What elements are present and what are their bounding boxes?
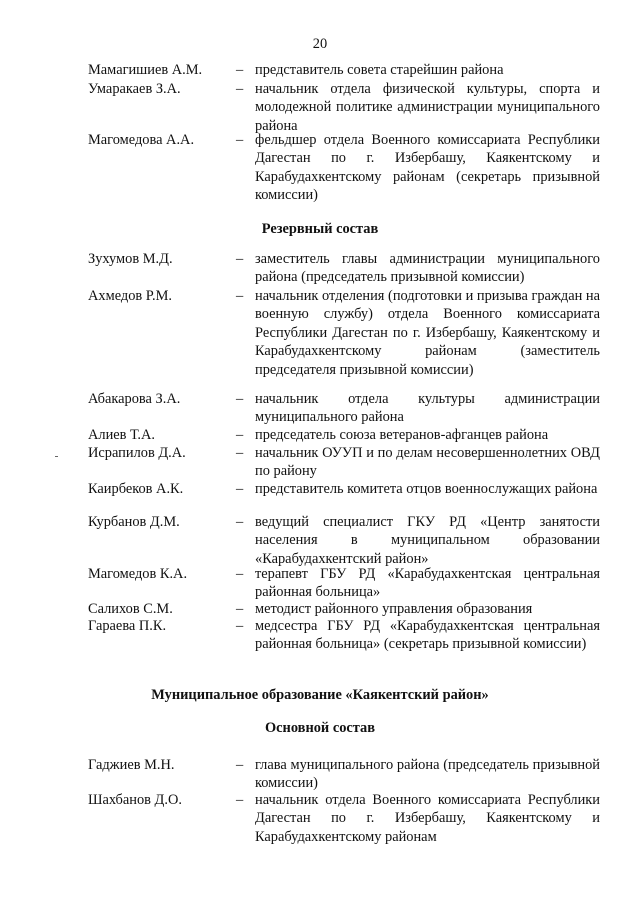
- dash: –: [236, 427, 244, 443]
- member-entry: [88, 250, 600, 287]
- dash: –: [236, 62, 244, 78]
- dash: –: [236, 391, 244, 407]
- member-entry: [88, 565, 600, 602]
- member-name: Курбанов Д.М.: [88, 514, 180, 530]
- member-role: терапевт ГБУ РД «Карабудахкентская центральная районная больница»: [255, 566, 600, 601]
- member-entry: [88, 444, 600, 481]
- dash: –: [236, 757, 244, 773]
- member-name: Магомедов К.А.: [88, 566, 188, 582]
- member-name: Умаракаев З.А.: [88, 81, 181, 97]
- page-number: 20: [312, 36, 328, 52]
- member-entry: [88, 131, 600, 205]
- member-entry: [88, 600, 600, 618]
- member-name: Абакарова З.А.: [88, 391, 181, 407]
- member-entry: [88, 791, 600, 846]
- member-role: медсестра ГБУ РД «Карабудахкентская центральная районная больница» (секретарь призывной комиссии): [255, 618, 600, 653]
- member-entry: [88, 426, 600, 444]
- member-role: начальник отдела Военного комиссариата Республики Дагестан по г. Избербашу, Каякентскому и Карабудахкентскому районам: [255, 792, 600, 845]
- dash: –: [236, 251, 244, 267]
- member-entry: [88, 390, 600, 427]
- member-entry: [88, 756, 600, 793]
- member-entry: [88, 80, 600, 135]
- member-name: Каирбеков А.К.: [88, 481, 184, 497]
- dash: –: [236, 81, 244, 97]
- member-role: председатель союза ветеранов-афганцев района: [255, 427, 549, 443]
- member-role: представитель совета старейшин района: [255, 62, 504, 78]
- dash: –: [236, 132, 244, 148]
- member-role: начальник отдела физической культуры, спорта и молодежной политике администрации муниципального района: [255, 81, 600, 134]
- member-role: методист районного управления образования: [255, 601, 533, 617]
- member-name: Гаджиев М.Н.: [88, 757, 175, 773]
- member-entry: [88, 480, 600, 498]
- member-name: Исрапилов Д.А.: [88, 445, 186, 461]
- dash: –: [236, 514, 244, 530]
- member-name: Алиев Т.А.: [88, 427, 155, 443]
- member-name: Ахмедов Р.М.: [88, 288, 172, 304]
- member-name: Шахбанов Д.О.: [88, 792, 182, 808]
- dash: –: [236, 481, 244, 497]
- section-heading-municipality: Муниципальное образование «Каякентский район»: [151, 687, 489, 703]
- member-role: начальник ОУУП и по делам несовершеннолетних ОВД по району: [255, 445, 600, 480]
- member-name: Гараева П.К.: [88, 618, 167, 634]
- member-name: Магомедова А.А.: [88, 132, 195, 148]
- member-role: глава муниципального района (председатель призывной комиссии): [255, 757, 600, 792]
- dash: –: [236, 288, 244, 304]
- dash: –: [236, 566, 244, 582]
- section-heading-main: Основной состав: [264, 720, 376, 736]
- dash: –: [236, 445, 244, 461]
- dash: –: [236, 618, 244, 634]
- member-name: Салихов С.М.: [88, 601, 173, 617]
- member-entry: [88, 617, 600, 654]
- member-name: Зухумов М.Д.: [88, 251, 173, 267]
- member-role: начальник отделения (подготовки и призыва граждан на военную службу) отдела Военного комиссариата Республики Дагестан по г. Избербашу, Каякентскому и Карабудахкентскому районам (заместитель председателя призывной комиссии): [255, 288, 600, 378]
- member-role: представитель комитета отцов военнослужащих района: [255, 481, 598, 497]
- member-entry: [88, 61, 600, 79]
- member-entry: [88, 287, 600, 379]
- member-role: ведущий специалист ГКУ РД «Центр занятости населения в муниципальном образовании «Карабудахкентский район»: [255, 514, 600, 567]
- dash: –: [236, 792, 244, 808]
- member-role: начальник отдела культуры администрации муниципального района: [255, 391, 600, 426]
- member-role: заместитель главы администрации муниципального района (председатель призывной комиссии): [255, 251, 600, 286]
- dash: –: [236, 601, 244, 617]
- member-role: фельдшер отдела Военного комиссариата Республики Дагестан по г. Избербашу, Каякентскому и Карабудахкентскому районам (секретарь призывной комиссии): [255, 132, 600, 204]
- scan-speck: [55, 456, 58, 457]
- section-heading-reserve: Резервный состав: [261, 221, 379, 237]
- member-name: Мамагишиев А.М.: [88, 62, 203, 78]
- member-entry: [88, 513, 600, 568]
